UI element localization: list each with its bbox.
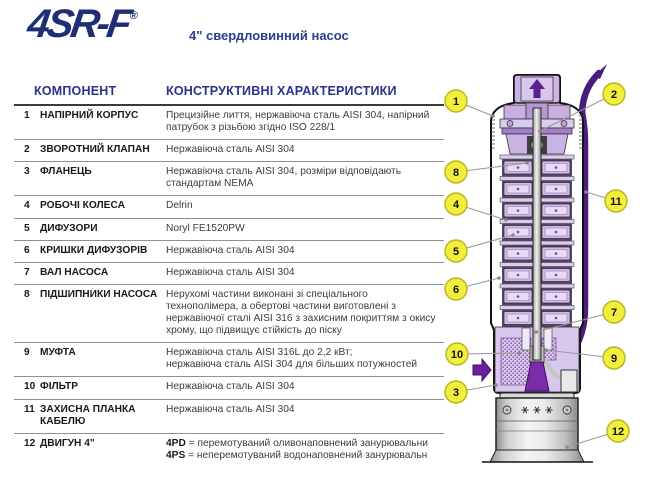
component-description: Нержавіюча сталь AISI 304 [166, 244, 295, 256]
row-number: 12 [24, 437, 36, 449]
table-row [14, 263, 444, 285]
component-description: Delrin [166, 200, 193, 212]
component-description: Нержавіюча сталь AISI 316L до 2,2 кВт; нержавіюча сталь AISI 304 для більших потужностей [166, 347, 418, 371]
table-row [14, 162, 444, 196]
callout-number: 8 [452, 167, 460, 179]
component-name: ДИФУЗОРИ [40, 222, 98, 234]
component-table-body [14, 106, 444, 467]
component-description: Нержавіюча сталь AISI 304 [166, 403, 295, 415]
table-row [14, 219, 444, 241]
callout-number: 4 [452, 199, 460, 211]
callout-number: 11 [610, 196, 622, 208]
component-description: Noryl FE1520PW [166, 222, 245, 234]
component-description: Нержавіюча сталь AISI 304 [166, 144, 295, 156]
callout-number: 10 [450, 349, 464, 361]
component-name: КРИШКИ ДИФУЗОРІВ [40, 244, 148, 256]
table-row [14, 140, 444, 162]
component-table [14, 84, 444, 467]
callout-7 [603, 301, 625, 323]
component-description: 4PD = перемотуваний оливонаповнений занурювальни 4PS = неперемотуваний водонаповнений занурювальн [166, 437, 428, 461]
registered-trademark-icon: ® [128, 10, 139, 22]
callout-12 [607, 420, 629, 442]
callout-number: 5 [452, 246, 460, 258]
table-row [14, 400, 444, 434]
callout-number: 3 [452, 387, 460, 399]
callout-number: 9 [610, 353, 618, 365]
table-header [14, 84, 444, 106]
callout-number: 6 [452, 284, 460, 296]
component-description: Прецизійне лиття, нержавіюча сталь AISI 304, напірний патрубок з різьбою згідно ISO 228/1 [166, 110, 430, 134]
component-name: ВАЛ НАСОСА [40, 266, 109, 278]
table-row [14, 434, 444, 467]
pump-diagram [430, 58, 650, 487]
pump-cutaway-drawing [473, 64, 607, 462]
brand-logo-text: 4SR-F [24, 2, 132, 46]
component-description: Нержавіюча сталь AISI 304, розміри відповідають стандартам NEMA [166, 166, 402, 190]
component-name: РОБОЧІ КОЛЕСА [40, 200, 125, 212]
page-title: 4" свердловинний насос [189, 28, 349, 43]
callout-number: 7 [610, 307, 618, 319]
callout-2 [603, 83, 625, 105]
component-name: ДВИГУН 4" [40, 437, 95, 449]
row-number: 11 [24, 403, 35, 415]
component-name: ФЛАНЕЦЬ [40, 166, 92, 178]
callout-10 [446, 343, 468, 365]
row-number: 8 [24, 288, 30, 300]
callout-8 [445, 161, 467, 183]
row-number: 7 [24, 266, 30, 278]
component-name: ЗВОРОТНИЙ КЛАПАН [40, 144, 150, 156]
table-row [14, 106, 444, 140]
row-number: 5 [24, 222, 30, 234]
callout-number: 2 [610, 89, 618, 101]
row-number: 3 [24, 166, 30, 178]
component-description: Нержавіюча сталь AISI 304 [166, 266, 295, 278]
table-row [14, 343, 444, 377]
component-name: ПІДШИПНИКИ НАСОСА [40, 288, 158, 300]
callout-5 [445, 240, 467, 262]
pump-shaft [533, 108, 541, 360]
component-name: НАПІРНИЙ КОРПУС [40, 110, 139, 121]
row-number: 9 [24, 347, 30, 359]
callout-6 [445, 278, 467, 300]
row-number: 2 [24, 144, 30, 156]
motor-body [482, 393, 593, 462]
callout-number: 1 [452, 96, 460, 108]
brand-logo [25, 2, 140, 46]
callout-3 [445, 381, 467, 403]
callout-number: 12 [611, 426, 625, 438]
component-name: ЗАХИСНА ПЛАНКА КАБЕЛЮ [40, 403, 136, 427]
callout-11 [605, 190, 627, 212]
component-name: ФІЛЬТР [40, 381, 78, 393]
callout-1 [445, 90, 467, 112]
row-number: 4 [24, 200, 30, 212]
inlet-arrow-icon [473, 359, 491, 381]
row-number: 1 [24, 110, 30, 121]
column-header-characteristics: КОНСТРУКТИВНІ ХАРАКТЕРИСТИКИ [166, 84, 397, 98]
column-header-component: КОМПОНЕНТ [34, 84, 117, 98]
table-row [14, 196, 444, 218]
callout-4 [445, 193, 467, 215]
row-number: 6 [24, 244, 30, 256]
table-row [14, 377, 444, 399]
callout-9 [603, 347, 625, 369]
table-row [14, 285, 444, 343]
component-description: Нержавіюча сталь AISI 304 [166, 381, 295, 393]
row-number: 10 [24, 381, 36, 393]
component-description: Нерухомі частини виконані зі спеціального технополімера, а обертові частини виготовлені з нержавіючої сталі AISI 316 з захисним покриттям з окису хрому, що підвищує стійкість до піску [166, 288, 436, 337]
component-name: МУФТА [40, 347, 76, 359]
table-row [14, 241, 444, 263]
